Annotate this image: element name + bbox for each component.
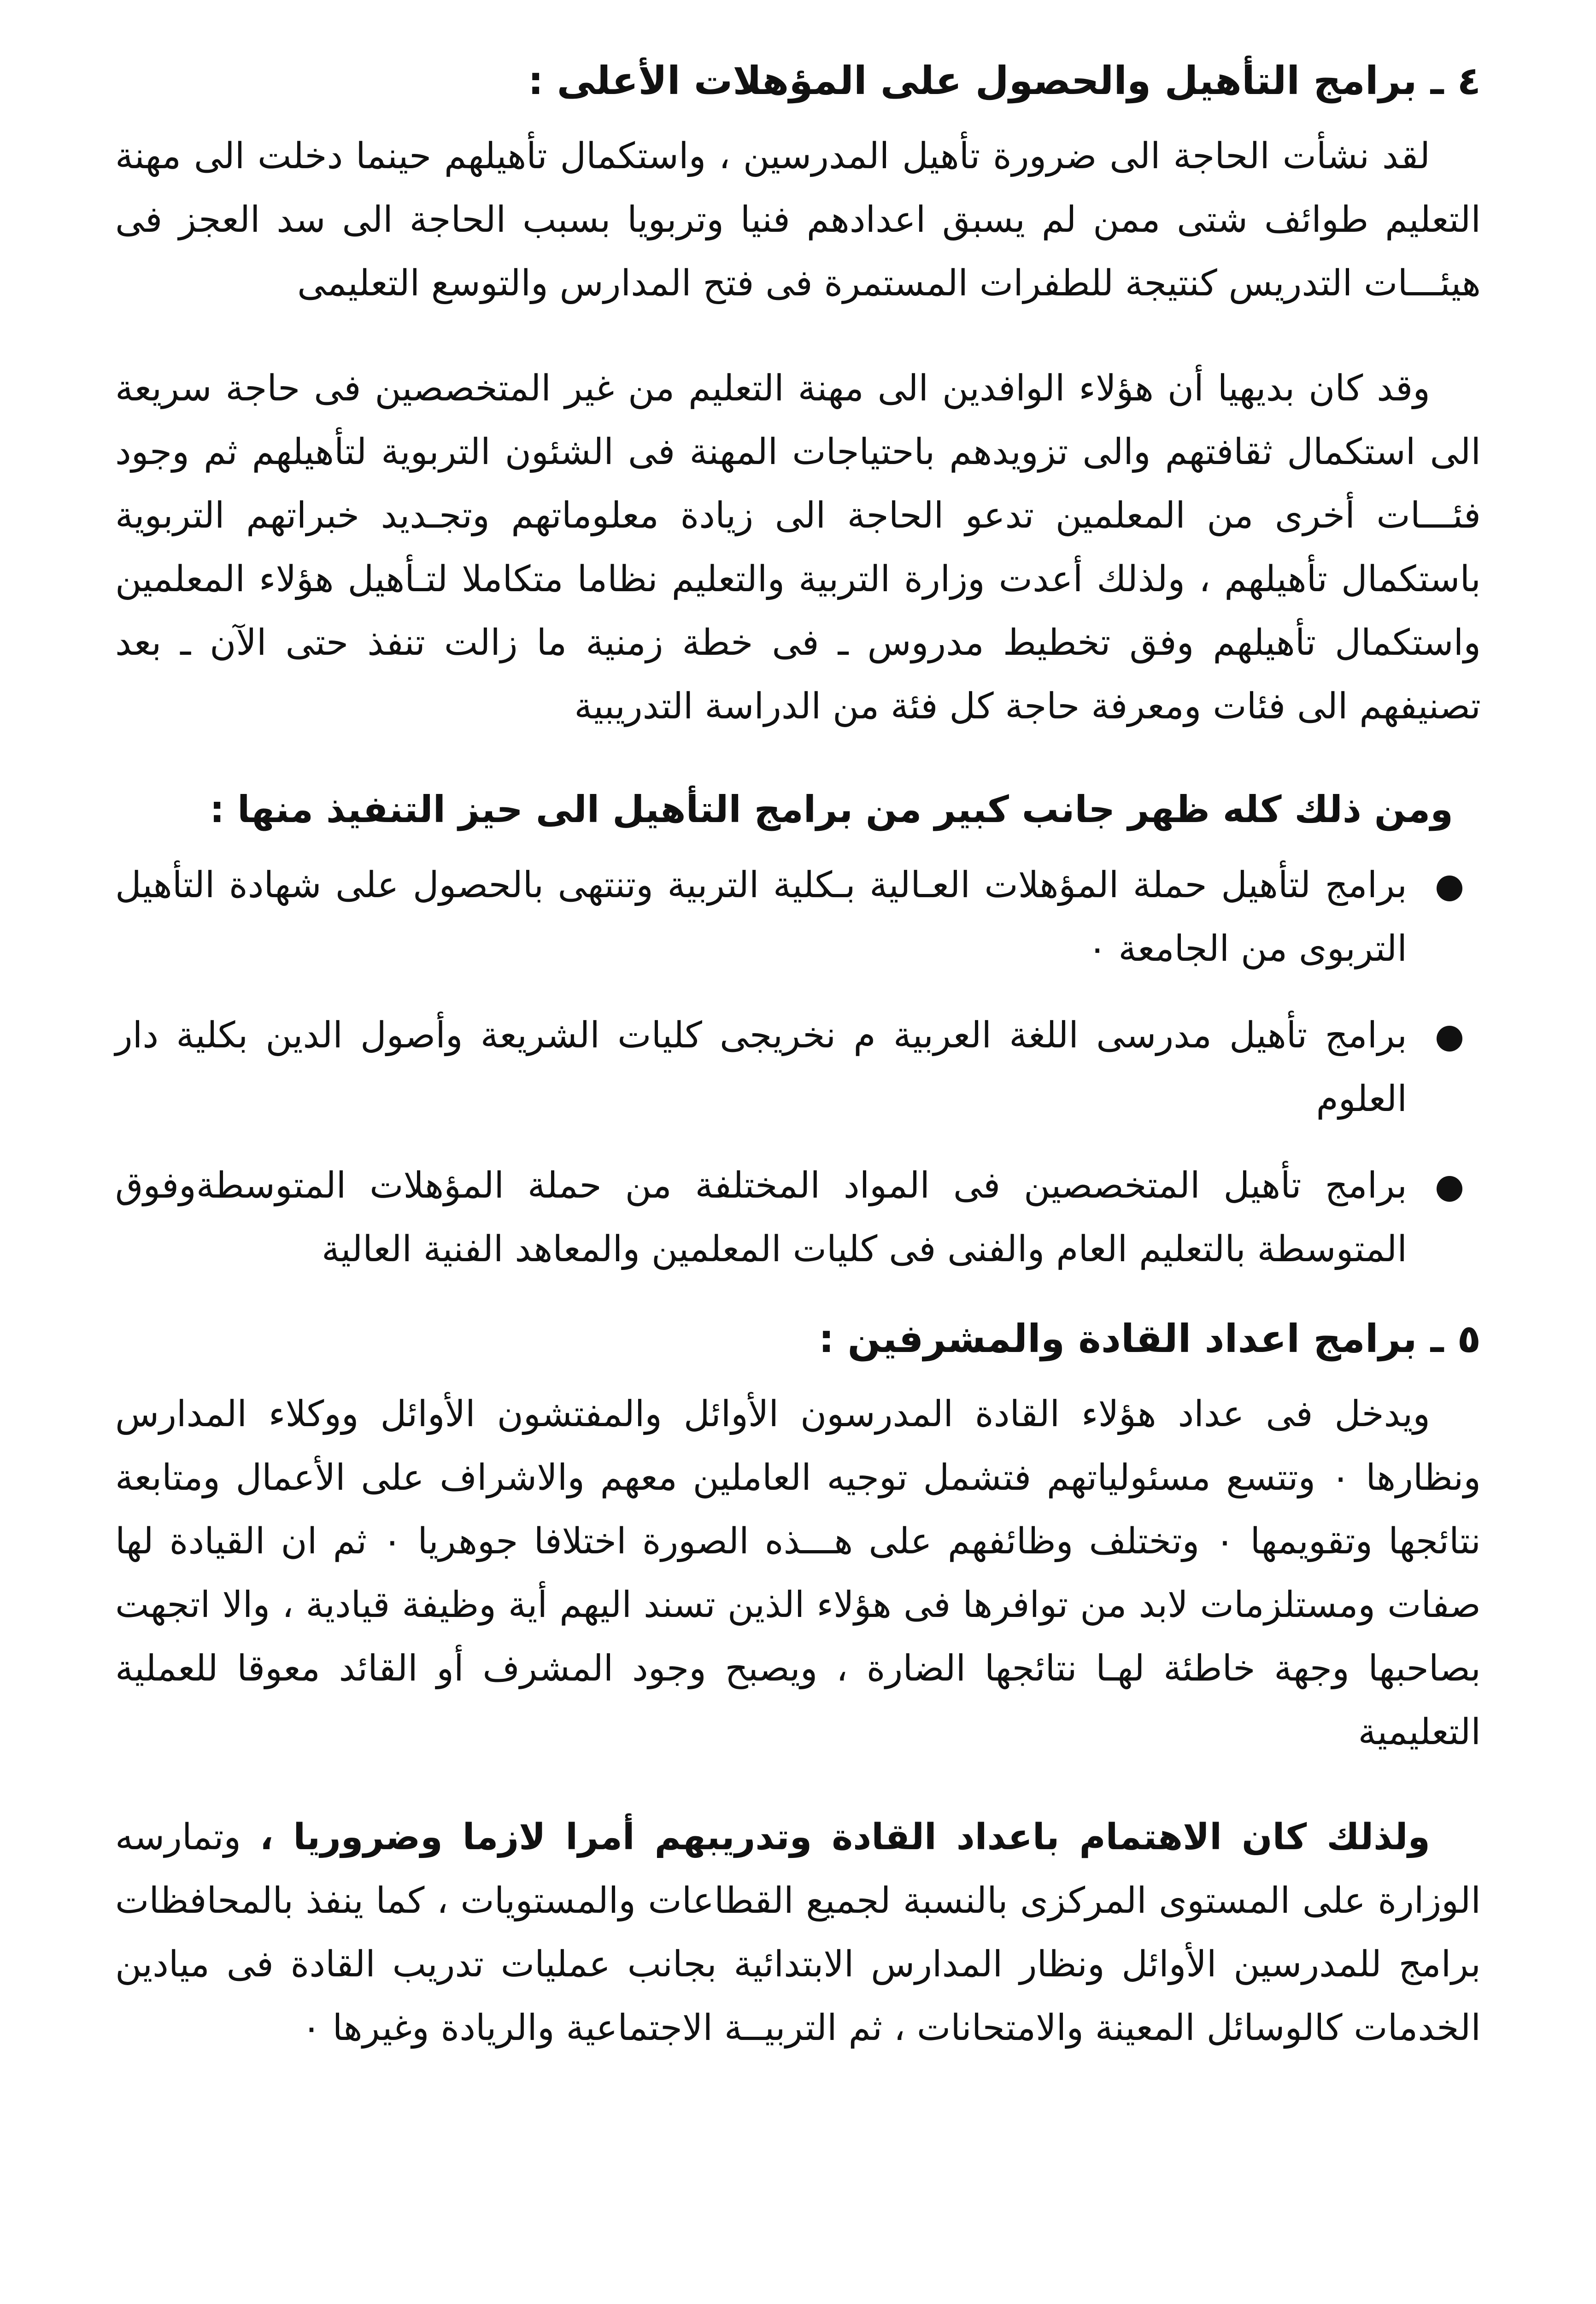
- programs-list: [115, 853, 1481, 1281]
- section-4-heading: ٤ ـ برامج التأهيل والحصول على المؤهلات الأعلى :: [528, 58, 1481, 103]
- section-5-paragraph-2: [115, 1805, 1481, 2060]
- list-item: [115, 1154, 1481, 1281]
- section-5-heading: ٥ ـ برامج اعداد القادة والمشرفين :: [818, 1316, 1481, 1361]
- programs-intro: ومن ذلك كله ظهر جانب كبير من برامج التأهيل الى حيز التنفيذ منها :: [210, 788, 1453, 831]
- bullet-icon: [1437, 876, 1462, 901]
- bullet-icon: [1437, 1176, 1462, 1202]
- list-item-text: برامج تأهيل مدرسى اللغة العربية م نخريجى كليات الشريعة وأصول الدين بكلية دار العلوم: [115, 1015, 1407, 1120]
- emphasis-text: ولذلك كان الاهتمام باعداد القادة وتدريبهم أمرا لازما وضروريا ،: [259, 1816, 1430, 1858]
- section-4-paragraph-2: وقد كان بديهيا أن هؤلاء الوافدين الى مهنة التعليم من غير المتخصصين فى حاجة سريعة الى استكمال ثقافتهم والى تزويدهم باحتياجات المهنة فى الشئون التربوية لتأهيلهم ثم وجود فئـــات أخرى من المعلمين تدعو الحاجة الى زيادة معلوماتهم وتجـديد خبراتهم التربوية باستكمال تأهيلهم ، ولذلك أعدت وزارة التربية والتعليم نظاما متكاملا لتـأهيل هؤلاء المعلمين واستكمال تأهيلهم وفق تخطيط مدروس ـ فى خطة زمنية ما زالت تنفذ حتى الآن ـ بعد تصنيفهم الى فئات ومعرفة حاجة كل فئة من الدراسة التدريبية: [115, 368, 1481, 727]
- list-item-text: برامج لتأهيل حملة المؤهلات العـالية بـكلية التربية وتنتهى بالحصول على شهادة التأهيل التربوى من الجامعة ٠: [115, 864, 1407, 970]
- section-4-paragraph-1: لقد نشأت الحاجة الى ضرورة تأهيل المدرسين ، واستكمال تأهيلهم حينما دخلت الى مهنة التعليم طوائف شتى ممن لم يسبق اعدادهم فنيا وتربويا بسبب الحاجة الى سد العجز فى هيئـــات التدريس كنتيجة للطفرات المستمرة فى فتح المدارس والتوسع التعليمى: [115, 135, 1481, 304]
- list-item: [115, 853, 1481, 981]
- paragraph-text: وتمارسه الوزارة على المستوى المركزى بالنسبة لجميع القطاعات والمستويات ، كما ينفذ بالمحافظات برامج للمدرسين الأوائل ونظار المدارس الابتدائية بجانب عمليات تدريب القادة فى ميادين الخدمات كالوسائل المعينة والامتحانات ، ثم التربيــة الاجتماعية والريادة وغيرها ٠: [115, 1816, 1481, 2049]
- list-item-text: برامج تأهيل المتخصصين فى المواد المختلفة من حملة المؤهلات المتوسطةوفوق المتوسطة بالتعليم العام والفنى فى كليات المعلمين والمعاهد الفنية العالية: [115, 1165, 1407, 1270]
- list-item: [115, 1004, 1481, 1131]
- section-5-paragraph-1: ويدخل فى عداد هؤلاء القادة المدرسون الأوائل والمفتشون الأوائل ووكلاء المدارس ونظارها ٠ وتتسع مسئولياتهم فتشمل توجيه العاملين معهم والاشراف على الأعمال ومتابعة نتائجها وتقويمها ٠ وتختلف وظائفهم على هـــذه الصورة اختلافا جوهريا ٠ ثم ان القيادة لها صفات ومستلزمات لابد من توافرها فى هؤلاء الذين تسند اليهم أية وظيفة قيادية ، والا اتجهت بصاحبها وجهة خاطئة لهـا نتائجها الضارة ، ويصبح وجود المشرف أو القائد معوقا للعملية التعليمية: [115, 1393, 1481, 1753]
- bullet-icon: [1437, 1026, 1462, 1052]
